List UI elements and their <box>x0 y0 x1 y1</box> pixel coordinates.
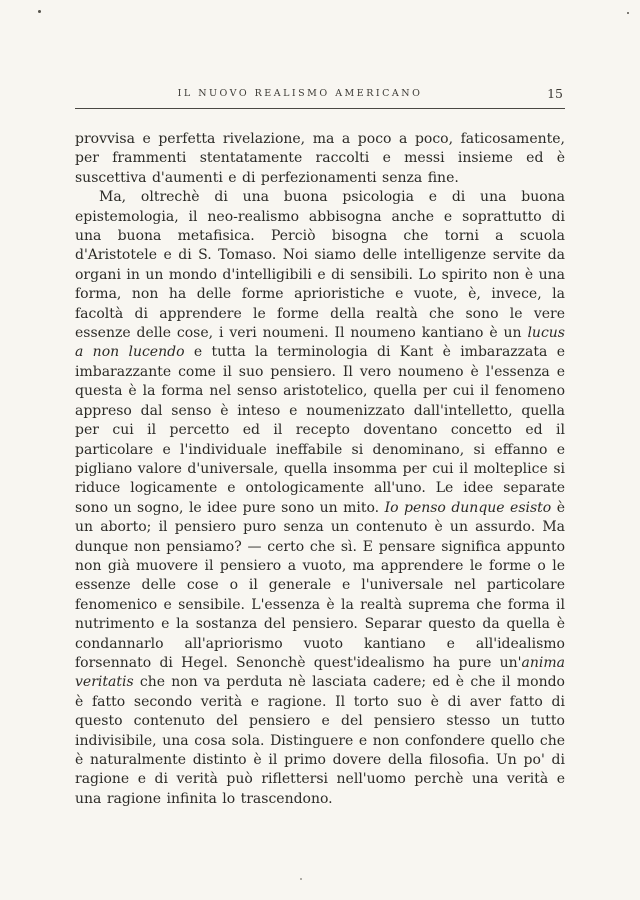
text-run: Ma, oltrechè di una buona psicologia e di una buona epistemologia, il neo-realismo abbisogna anche e soprattutto di una buona metafisica. Perciò bisogna che torni a scuola d'Aristotele e di S. Tomaso. Noi siamo delle intelligenze servite da organi in un mondo d'intelligibili e di sensibili. Lo spirito non è una forma, non ha delle forme aprioristiche e vuote, è, invece, la facoltà di apprendere le forme della realtà che sono le vere essenze delle cose, i veri noumeni. Il noumeno kantiano è un <box>75 189 565 342</box>
text-block <box>75 130 565 809</box>
text-run: è un aborto; il pensiero puro senza un contenuto è un assurdo. Ma dunque non pensiamo? — certo che sì. E pensare significa appunto non già muovere il pensiero a vuoto, ma apprendere le forme o le essenze delle cose o il generale e l'universale nel particolare fenomenico e sensibile. L'essenza è la realtà suprema che forma il nutrimento e la sostanza del pensiero. Separar questo da quella è condannarlo all'apriorismo vuoto kantiano e all'idealismo forsennato di Hegel. Senonchè quest'idealismo ha pure un' <box>75 499 565 671</box>
text-run: e tutta la terminologia di Kant è imbarazzata e imbarazzante come il suo pensiero. Il vero noumeno è l'essenza e questa è la forma nel senso aristotelico, quella per cui il fenomeno appreso dal senso è inteso e noumenizzato dall'intelletto, quella per cui il percetto ed il recepto doventano concetto ed il particolare e l'individuale ineffabile si denominano, si effanno e pigliano valore d'universale, quella insomma per cui il molteplice si riduce logicamente e ontologicamente all'uno. Le idee separate sono un sogno, le idee pure sono un mito. <box>75 344 565 516</box>
text-run: provvisa e perfetta rivelazione, ma a poco a poco, faticosamente, per frammenti stentatamente raccolti e messi insieme ed è suscettiva d'aumenti e di perfezionamenti senza fine. <box>75 131 565 186</box>
running-header <box>75 88 565 109</box>
scan-artifact <box>38 10 41 13</box>
paragraph <box>75 130 565 188</box>
page-number: 15 <box>547 86 563 101</box>
scan-artifact <box>627 12 629 14</box>
italic-text-run: Io penso dunque esisto <box>384 499 552 516</box>
paragraph <box>75 188 565 809</box>
page-text-column <box>75 0 565 809</box>
italic-text-run: anima veritatis <box>75 654 565 691</box>
text-run: che non va perduta nè lasciata cadere; ed è che il mondo è fatto secondo verità e ragione. Il torto suo è di aver fatto di questo contenuto del pensiero e del pensiero stesso un tutto indivisibile, una cosa sola. Distinguere e non confondere quello che è naturalmente distinto è il primo dovere della filosofia. Un po' di ragione e di verità può riflettersi nell'uomo perchè una verità e una ragione infinita lo trascendono. <box>75 674 565 807</box>
running-header-title: IL NUOVO REALISMO AMERICANO <box>177 88 423 99</box>
scan-artifact <box>300 878 302 880</box>
italic-text-run: lucus a non lucendo <box>75 325 565 361</box>
